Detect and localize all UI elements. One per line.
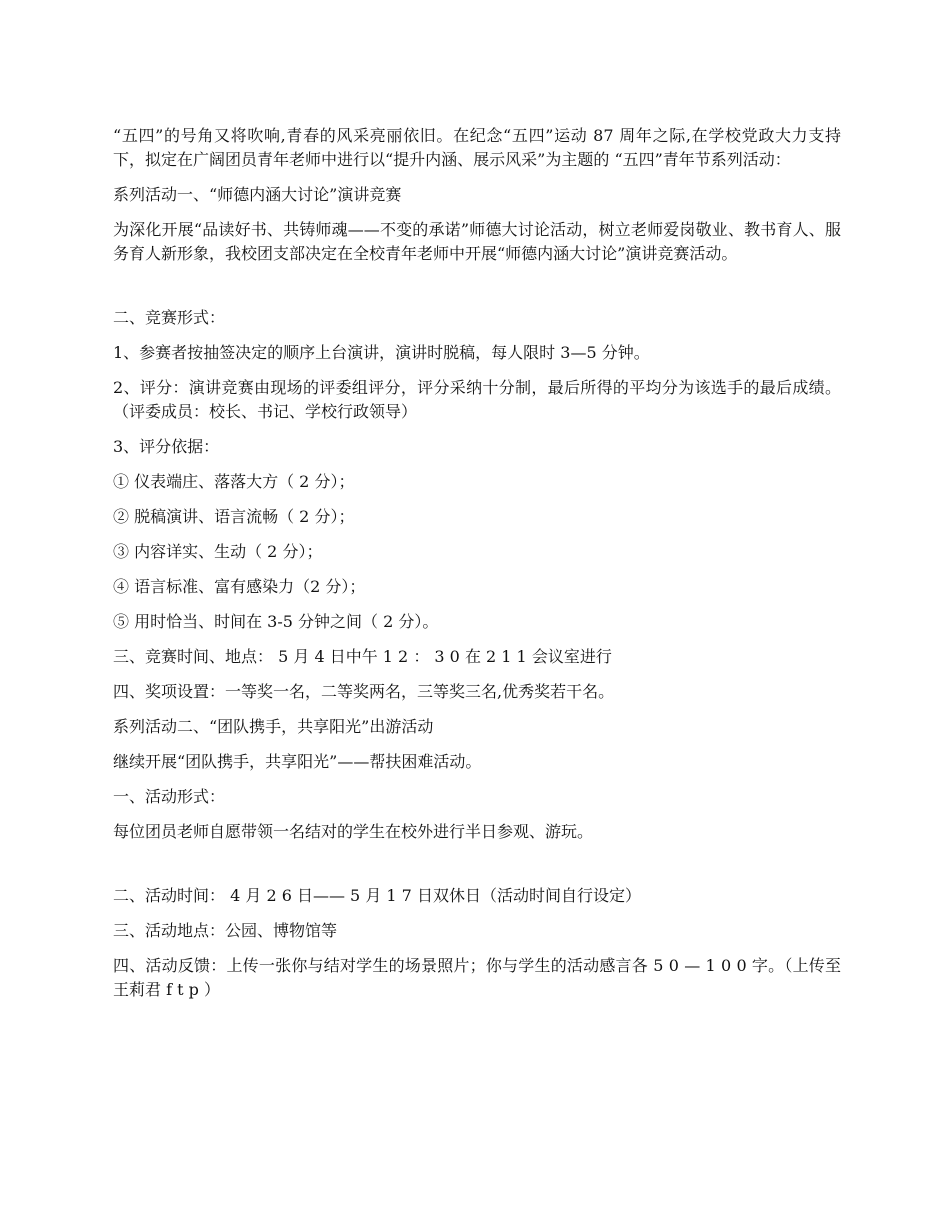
awards: 四、奖项设置：一等奖一名，二等奖两名，三等奖三名,优秀奖若干名。 — [113, 682, 615, 701]
criterion-1: ① 仪表端庄、落落大方（ 2 分）； — [113, 472, 355, 491]
criterion-4: ④ 语言标准、富有感染力（2 分）； — [113, 577, 366, 596]
activity-two-heading: 系列活动二、“团队携手，共享阳光”出游活动 — [113, 717, 434, 736]
activity-one-heading: 系列活动一、“师德内涵大讨论”演讲竞赛 — [113, 185, 402, 204]
competition-time-place: 三、竞赛时间、地点： 5 月 4 日中午 1 2 ： 3 0 在 2 1 1 会议室进行 — [113, 647, 612, 666]
competition-format-heading: 二、竞赛形式： — [113, 308, 226, 327]
criterion-5: ⑤ 用时恰当、时间在 3-5 分钟之间（ 2 分）。 — [113, 612, 439, 631]
activity-form-heading: 一、活动形式： — [113, 787, 226, 806]
activity-time: 二、活动时间： 4 月 2 6 日—— 5 月 1 7 日双休日（活动时间自行设定） — [113, 886, 641, 905]
activity-place: 三、活动地点：公园、博物馆等 — [113, 921, 338, 940]
rule-1: 1、参赛者按抽签决定的顺序上台演讲，演讲时脱稿，每人限时 3—5 分钟。 — [113, 343, 650, 362]
criterion-3: ③ 内容详实、生动（ 2 分）； — [113, 542, 323, 561]
activity-form-text: 每位团员老师自愿带领一名结对的学生在校外进行半日参观、游玩。 — [113, 822, 594, 841]
intro-paragraph: “五四”的号角又将吹响,青春的风采亮丽依旧。在纪念“五四”运动 87 周年之际,在学校党政大力支持下，拟定在广阔团员青年老师中进行以“提升内涵、展示风采”为主题的 “五四”青年节系列活动： — [113, 126, 841, 169]
criterion-2: ② 脱稿演讲、语言流畅（ 2 分）； — [113, 507, 355, 526]
activity-two-description: 继续开展“团队携手，共享阳光”——帮扶困难活动。 — [113, 752, 482, 771]
document-body — [113, 124, 841, 1013]
rule-2: 2、评分：演讲竞赛由现场的评委组评分，评分采纳十分制，最后所得的平均分为该选手的最后成绩。（评委成员：校长、书记、学校行政领导） — [113, 378, 841, 421]
activity-feedback: 四、活动反馈：上传一张你与结对学生的场景照片；你与学生的活动感言各 5 0 — 1 0 0 字。（上传至王莉君 f t p ） — [113, 956, 841, 999]
activity-one-description: 为深化开展“品读好书、共铸师魂——不变的承诺”师德大讨论活动，树立老师爱岗敬业、教书育人、服务育人新形象，我校团支部决定在全校青年老师中开展“师德内涵大讨论”演讲竞赛活动。 — [113, 220, 841, 263]
rule-3-heading: 3、评分依据： — [113, 437, 220, 456]
